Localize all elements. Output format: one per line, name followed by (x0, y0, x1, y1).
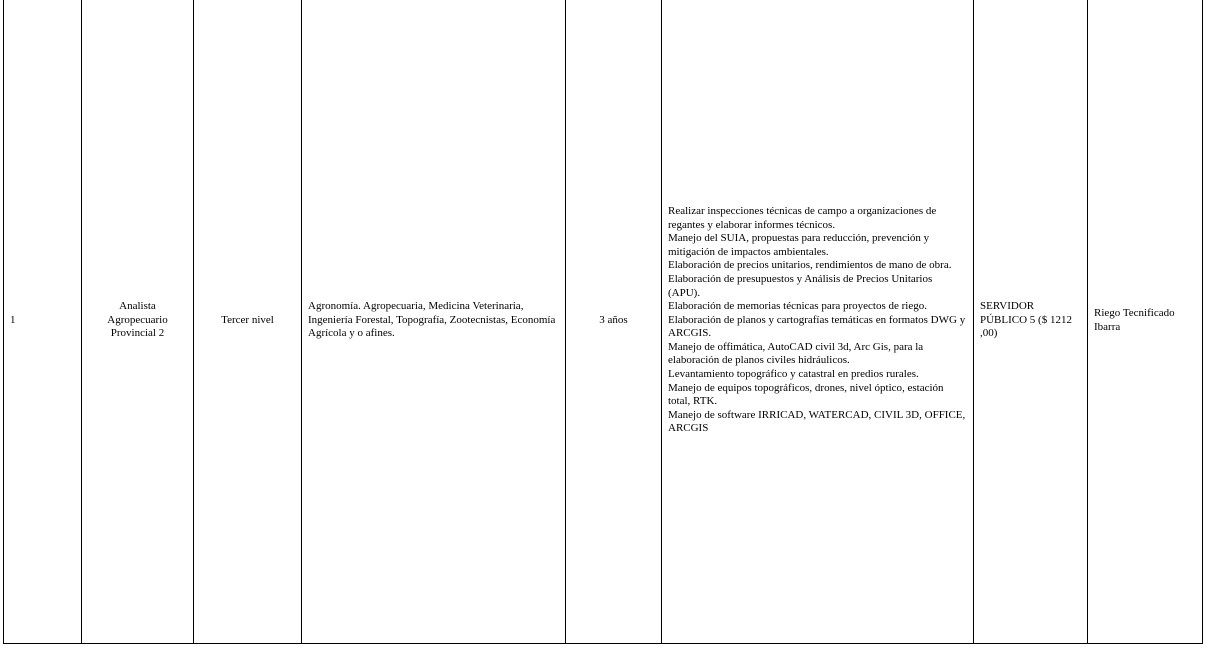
duty-item: Elaboración de precios unitarios, rendimientos de mano de obra. (668, 259, 952, 272)
table-row (4, 0, 1203, 644)
duty-item: Manejo de equipos topográficos, drones, nivel óptico, estación total, RTK. (668, 381, 944, 408)
education-level-cell: Tercer nivel (194, 0, 302, 644)
duty-item: Levantamiento topográfico y catastral en predios rurales. (668, 368, 919, 381)
duty-item: ARCGIS (668, 422, 709, 435)
row-number-cell: 1 (4, 0, 82, 644)
duty-item: Realizar inspecciones técnicas de campo a organizaciones de regantes y elaborar informes técnicos. (668, 204, 937, 231)
duty-item: Elaboración de planos y cartografías temáticas en formatos DWG y ARCGIS. (668, 313, 966, 340)
duty-item: Manejo de offimática, AutoCAD civil 3d, Arc Gis, para la elaboración de planos civiles hidráulicos. (668, 340, 924, 367)
fields-of-study-cell: Agronomía. Agropecuaria, Medicina Veterinaria, Ingeniería Forestal, Topografía, Zootecnistas, Economía Agrícola y o afines. (302, 0, 566, 644)
job-requirements-table (3, 0, 1203, 644)
duty-item: Elaboración de presupuestos y Análisis de Precios Unitarios (APU). (668, 272, 933, 299)
unit-cell: Riego Tecnificado Ibarra (1088, 0, 1203, 644)
duty-item: Elaboración de memorias técnicas para proyectos de riego. (668, 300, 927, 313)
duties-cell (662, 0, 974, 644)
salary-group-cell: SERVIDOR PÚBLICO 5 ($ 1212 ,00) (974, 0, 1088, 644)
experience-cell: 3 años (566, 0, 662, 644)
duty-item: Manejo del SUIA, propuestas para reducción, prevención y mitigación de impactos ambientales. (668, 232, 930, 258)
duty-item: Manejo de software IRRICAD, WATERCAD, CIVIL 3D, OFFICE, (668, 408, 966, 421)
position-title-cell: Analista Agropecuario Provincial 2 (82, 0, 194, 644)
